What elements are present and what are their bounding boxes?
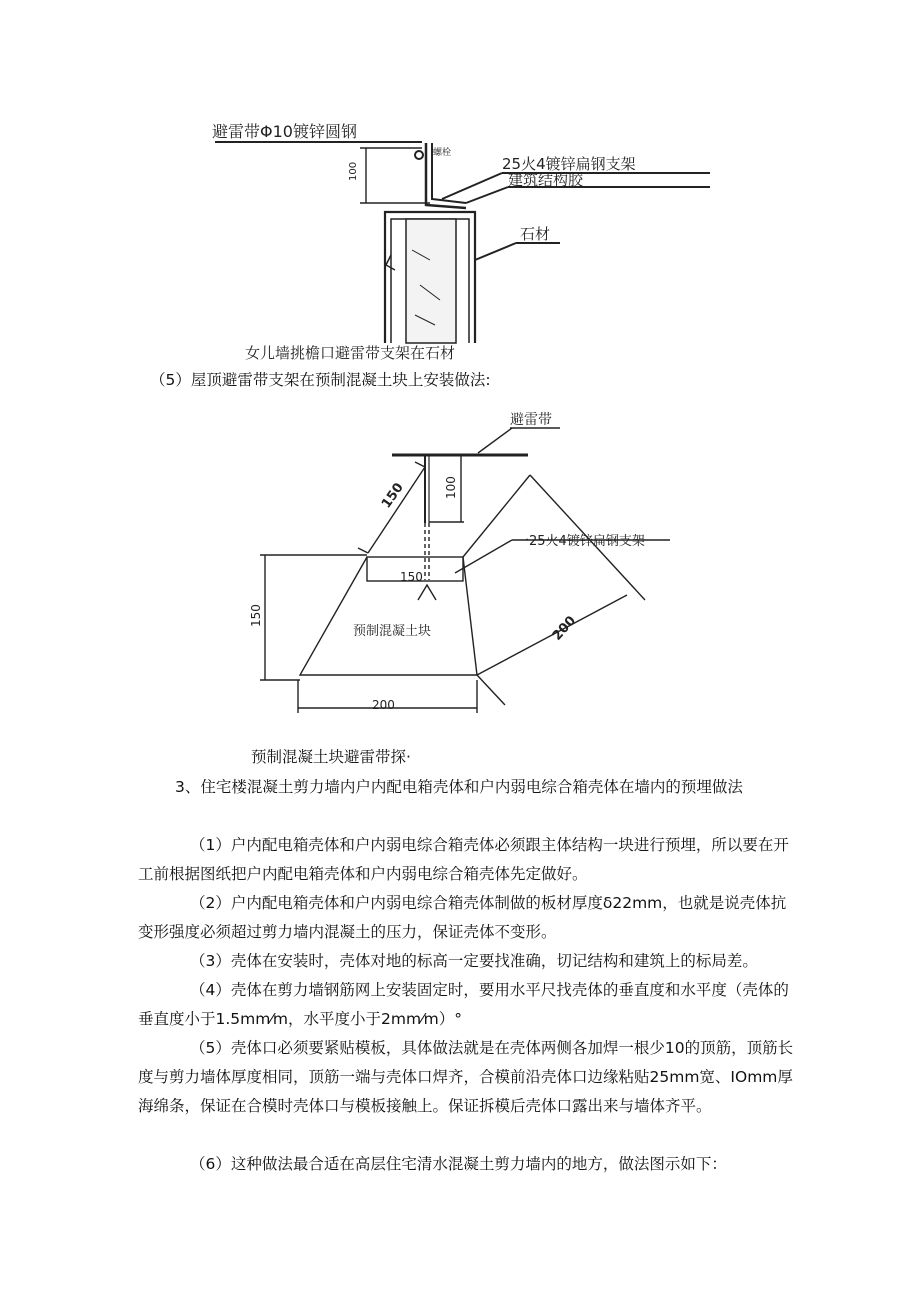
label-lightning-belt: 避雷带 <box>510 412 552 428</box>
figure-parapet-bracket <box>190 115 636 370</box>
label-dim-150-inner: 150 <box>400 570 423 584</box>
label-dim-200-bottom: 200 <box>372 698 395 712</box>
label-lightning-rod: 避雷带Φ10镀锌圆钢 <box>212 122 357 141</box>
precast-block-diagram <box>240 405 680 725</box>
label-bolt: 螺栓 <box>433 148 452 158</box>
section3-heading: 3、住宅楼混凝土剪力墙内户内配电箱壳体和户内弱电综合箱壳体在墙内的预埋做法 <box>175 778 743 796</box>
figure-precast-block <box>240 405 680 725</box>
parapet-diagram <box>190 115 636 370</box>
label-block: 预制混凝土块 <box>353 624 432 639</box>
label-dim-200-diag: 200 <box>549 613 580 644</box>
label-flat-steel: 一25火4镀锌扁钢支架 <box>516 534 645 549</box>
paragraph-4: （4）壳体在剪力墙钢筋网上安装固定时，要用水平尺找壳体的垂直度和水平度（壳体的垂直度小于1.5mm⁄m，水平度小于2mm⁄m）° <box>138 981 789 1028</box>
label-dim-150-left: 150 <box>249 604 263 627</box>
label-dim-100: 100 <box>348 161 359 181</box>
paragraph-5: （5）壳体口必须要紧贴模板，具体做法就是在壳体两侧各加焊一根少10的顶筋，顶筋长度与剪力墙体厚度相同，顶筋一端与壳体口焊齐，合模前沿壳体口边缘粘贴25mm宽、IOmm厚海绵条，保证在合模时壳体口与模板接触上。保证拆模后壳体口露出来与墙体齐平。 <box>138 1039 794 1115</box>
figure2-caption: 预制混凝土块避雷带探· <box>251 748 411 766</box>
paragraph-3: （3）壳体在安装时，壳体对地的标高一定要找准确，切记结构和建筑上的标局差。 <box>190 952 758 970</box>
label-flat-steel: 25火4镀锌扁钢支架 <box>502 155 636 173</box>
label-adhesive: 建筑结构胶 <box>508 171 584 189</box>
rod-circle <box>415 151 423 159</box>
section5-heading: （5）屋顶避雷带支架在预制混凝土块上安装做法: <box>150 371 491 389</box>
paragraph-6: （6）这种做法最合适在高层住宅清水混凝土剪力墙内的地方，做法图示如下： <box>190 1155 727 1173</box>
label-stone: 石材 <box>520 225 551 243</box>
paragraph-1: （1）户内配电箱壳体和户内弱电综合箱壳体必须跟主体结构一块进行预埋，所以要在开工前根据图纸把户内配电箱壳体和户内弱电综合箱壳体先定做好。 <box>138 836 789 883</box>
label-dim-150-diag: 150 <box>378 480 407 512</box>
figure1-caption: 女儿墙挑檐口避雷带支架在石材 <box>245 344 456 362</box>
paragraph-2: （2）户内配电箱壳体和户内弱电综合箱壳体制做的板材厚度δ22mm，也就是说壳体抗变形强度必须超过剪力墙内混凝土的压力，保证壳体不变形。 <box>138 894 787 941</box>
label-dim-100: 100 <box>444 476 458 499</box>
